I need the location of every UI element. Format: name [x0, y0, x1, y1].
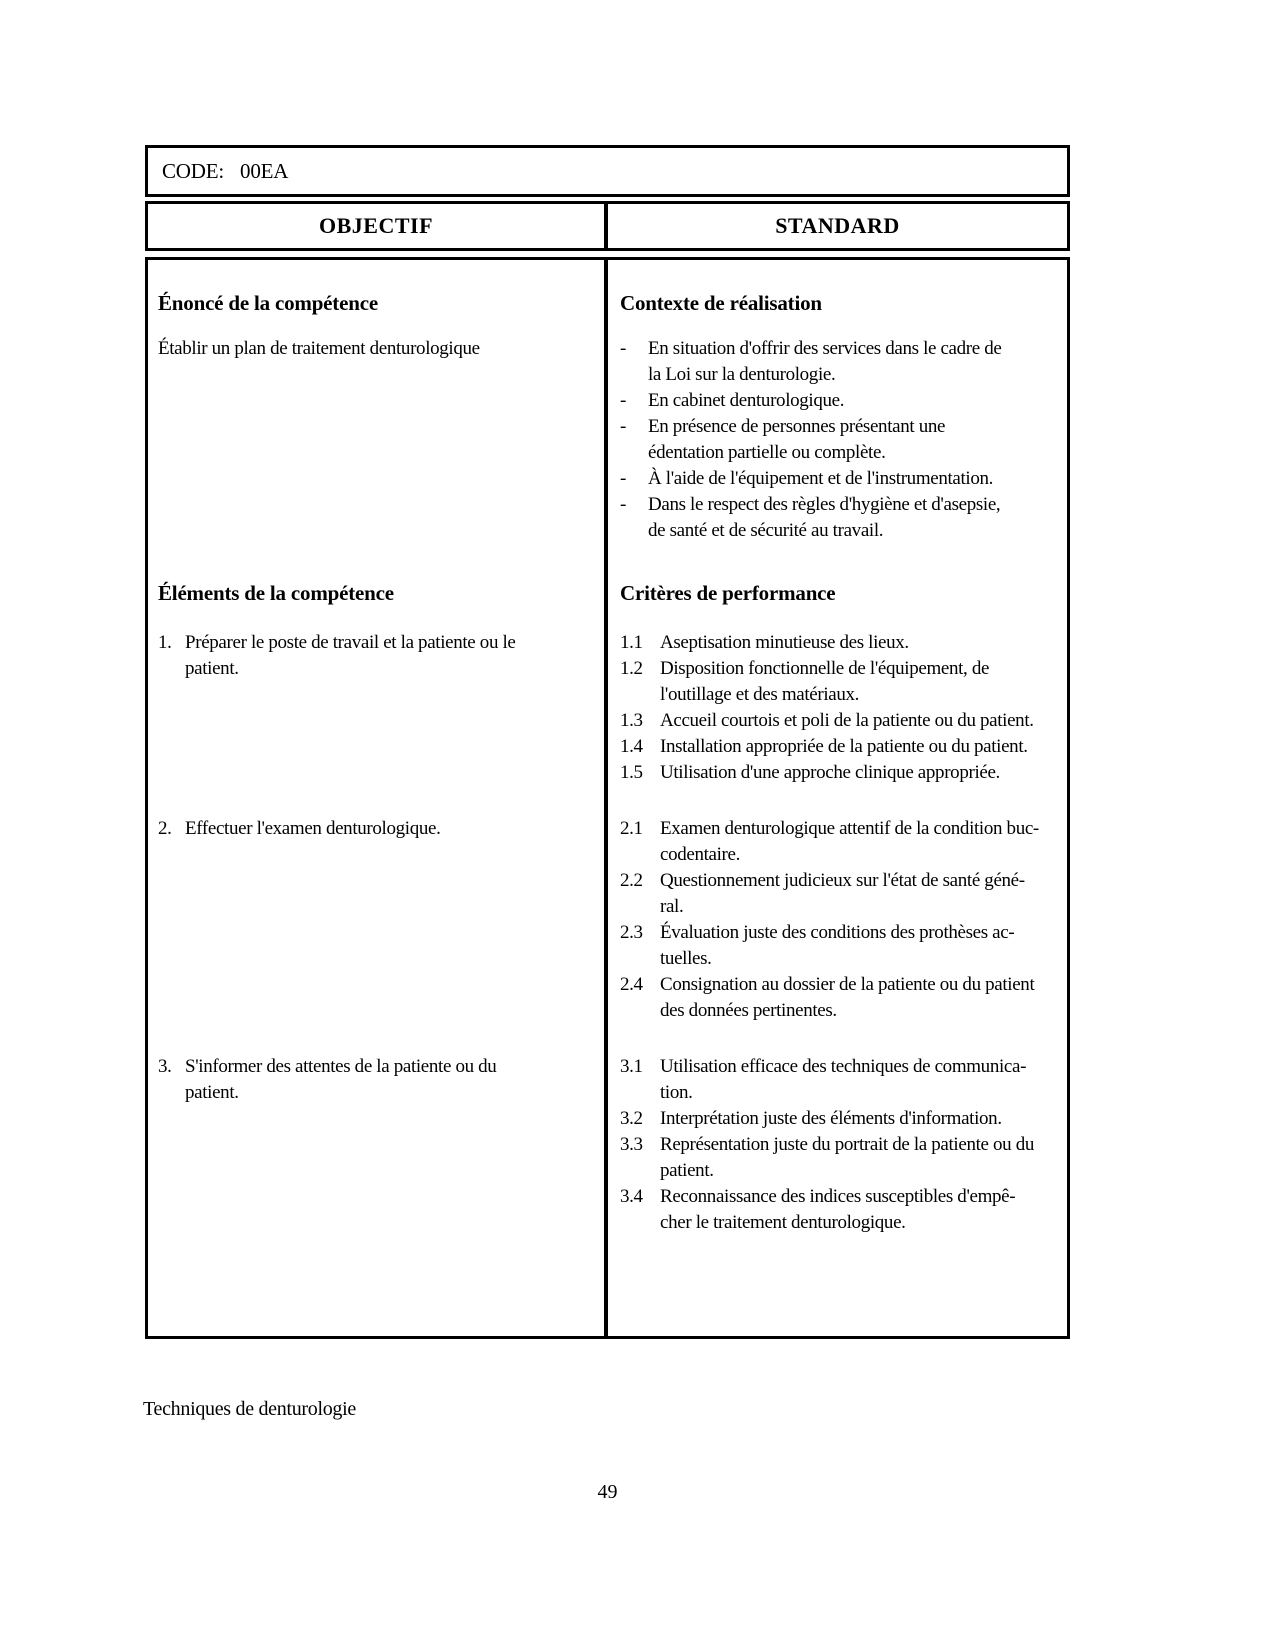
critere-text	[660, 1132, 1063, 1184]
critere-item	[620, 1054, 1063, 1106]
critere-item	[620, 816, 1063, 868]
element-text	[185, 630, 594, 682]
text-line: édentation partielle ou complète.	[648, 442, 886, 463]
critere-item	[620, 920, 1063, 972]
code-label: CODE:	[162, 158, 225, 183]
text-line: Effectuer l'examen denturologique.	[185, 818, 441, 839]
criteres-group-1	[608, 606, 1067, 786]
critere-text	[660, 734, 1063, 760]
table-body	[145, 257, 1070, 1339]
critere-text	[660, 708, 1063, 734]
text-line: Évaluation juste des conditions des prothèses ac-	[660, 922, 1015, 943]
text-line: Consignation au dossier de la patiente ou du patient	[660, 974, 1035, 995]
element-number: 1.	[158, 632, 172, 653]
text-line: Représentation juste du portrait de la patiente ou du	[660, 1134, 1035, 1155]
critere-text	[660, 656, 1063, 708]
text-line: des données pertinentes.	[660, 1000, 837, 1021]
critere-number: 1.2	[620, 658, 643, 679]
element-item	[158, 630, 594, 682]
critere-text	[660, 1106, 1063, 1132]
text-line: l'outillage et des matériaux.	[660, 684, 860, 705]
critere-item	[620, 630, 1063, 656]
text-line: Reconnaissance des indices susceptibles d'empê-	[660, 1186, 1016, 1207]
text-line: Examen denturologique attentif de la condition buc-	[660, 818, 1039, 839]
code-row	[145, 145, 1070, 197]
critere-item	[620, 868, 1063, 920]
column-header-standard: STANDARD	[775, 213, 900, 238]
text-line: Questionnement judicieux sur l'état de santé géné-	[660, 870, 1025, 891]
text-line: ral.	[660, 896, 684, 917]
text-line: S'informer des attentes de la patiente ou du	[185, 1056, 497, 1077]
text-line: En cabinet denturologique.	[648, 390, 845, 411]
critere-item	[620, 972, 1063, 1024]
text-line: En situation d'offrir des services dans le cadre de	[648, 338, 1002, 359]
critere-number: 2.4	[620, 974, 643, 995]
text-line: Utilisation d'une approche clinique appropriée.	[660, 762, 1000, 783]
footer-title: Techniques de denturologie	[143, 1398, 356, 1420]
critere-number: 1.3	[620, 710, 643, 731]
critere-number: 2.1	[620, 818, 643, 839]
contexte-item-text	[648, 414, 1063, 466]
dash-bullet: -	[620, 416, 626, 437]
element-item	[158, 816, 594, 842]
enonce-line: Établir un plan de traitement denturologique	[158, 338, 480, 359]
element-text	[185, 1054, 594, 1106]
element-list-1	[148, 606, 608, 786]
text-line: patient.	[185, 1082, 239, 1103]
text-line: Interprétation juste des éléments d'information.	[660, 1108, 1002, 1129]
critere-item	[620, 1106, 1063, 1132]
enonce-heading: Énoncé de la compétence	[158, 291, 378, 315]
text-line: tion.	[660, 1082, 693, 1103]
text-line: En présence de personnes présentant une	[648, 416, 946, 437]
body-grid	[148, 260, 1067, 1236]
critere-number: 1.5	[620, 762, 643, 783]
element-list-3	[148, 1024, 608, 1236]
element-item	[158, 1054, 594, 1106]
contexte-item-text	[648, 466, 1063, 492]
text-line: patient.	[185, 658, 239, 679]
dash-bullet: -	[620, 494, 626, 515]
text-line: tuelles.	[660, 948, 712, 969]
criteres-group-2	[608, 786, 1067, 1024]
code-value: 00EA	[240, 158, 289, 183]
dash-bullet: -	[620, 390, 626, 411]
text-line: de santé et de sécurité au travail.	[648, 520, 884, 541]
text-line: patient.	[660, 1160, 714, 1181]
dash-bullet: -	[620, 468, 626, 489]
critere-text	[660, 1054, 1063, 1106]
text-line: cher le traitement denturologique.	[660, 1212, 906, 1233]
critere-item	[620, 1184, 1063, 1236]
element-list-2	[148, 786, 608, 1024]
critere-text	[660, 630, 1063, 656]
dash-bullet: -	[620, 338, 626, 359]
contexte-list	[608, 316, 1067, 544]
critere-text	[660, 816, 1063, 868]
text-line: Aseptisation minutieuse des lieux.	[660, 632, 909, 653]
critere-number: 3.4	[620, 1186, 643, 1207]
critere-item	[620, 1132, 1063, 1184]
criteres-heading: Critères de performance	[620, 581, 836, 605]
text-line: Utilisation efficace des techniques de communica-	[660, 1056, 1027, 1077]
critere-number: 3.2	[620, 1108, 643, 1129]
critere-number: 2.3	[620, 922, 643, 943]
contexte-item-text	[648, 492, 1063, 544]
contexte-item	[620, 388, 1063, 414]
text-line: codentaire.	[660, 844, 741, 865]
critere-item	[620, 708, 1063, 734]
page-number: 49	[597, 1481, 618, 1503]
critere-text	[660, 1184, 1063, 1236]
element-number: 3.	[158, 1056, 172, 1077]
contexte-item	[620, 492, 1063, 544]
enonce-text	[148, 316, 608, 544]
text-line: Dans le respect des règles d'hygiène et d'asepsie,	[648, 494, 1001, 515]
contexte-item-text	[648, 336, 1063, 388]
contexte-item	[620, 336, 1063, 388]
critere-number: 1.4	[620, 736, 643, 757]
critere-item	[620, 734, 1063, 760]
element-text	[185, 816, 594, 842]
elements-heading: Éléments de la compétence	[158, 581, 394, 605]
column-header-row	[145, 201, 1070, 251]
critere-number: 2.2	[620, 870, 643, 891]
text-line: Accueil courtois et poli de la patiente ou du patient.	[660, 710, 1034, 731]
text-line: Disposition fonctionnelle de l'équipement, de	[660, 658, 990, 679]
critere-item	[620, 760, 1063, 786]
contexte-item	[620, 466, 1063, 492]
critere-text	[660, 868, 1063, 920]
contexte-item	[620, 414, 1063, 466]
contexte-heading: Contexte de réalisation	[620, 291, 822, 315]
criteres-group-3	[608, 1024, 1067, 1236]
critere-item	[620, 656, 1063, 708]
competency-table	[145, 145, 1070, 1339]
critere-text	[660, 920, 1063, 972]
column-header-objectif: OBJECTIF	[148, 204, 608, 248]
text-line: Préparer le poste de travail et la patiente ou le	[185, 632, 516, 653]
text-line: la Loi sur la denturologie.	[648, 364, 836, 385]
critere-number: 1.1	[620, 632, 643, 653]
contexte-item-text	[648, 388, 1063, 414]
critere-text	[660, 760, 1063, 786]
text-line: Installation appropriée de la patiente ou du patient.	[660, 736, 1028, 757]
critere-number: 3.1	[620, 1056, 643, 1077]
critere-text	[660, 972, 1063, 1024]
text-line: À l'aide de l'équipement et de l'instrumentation.	[648, 468, 994, 489]
critere-number: 3.3	[620, 1134, 643, 1155]
element-number: 2.	[158, 818, 172, 839]
